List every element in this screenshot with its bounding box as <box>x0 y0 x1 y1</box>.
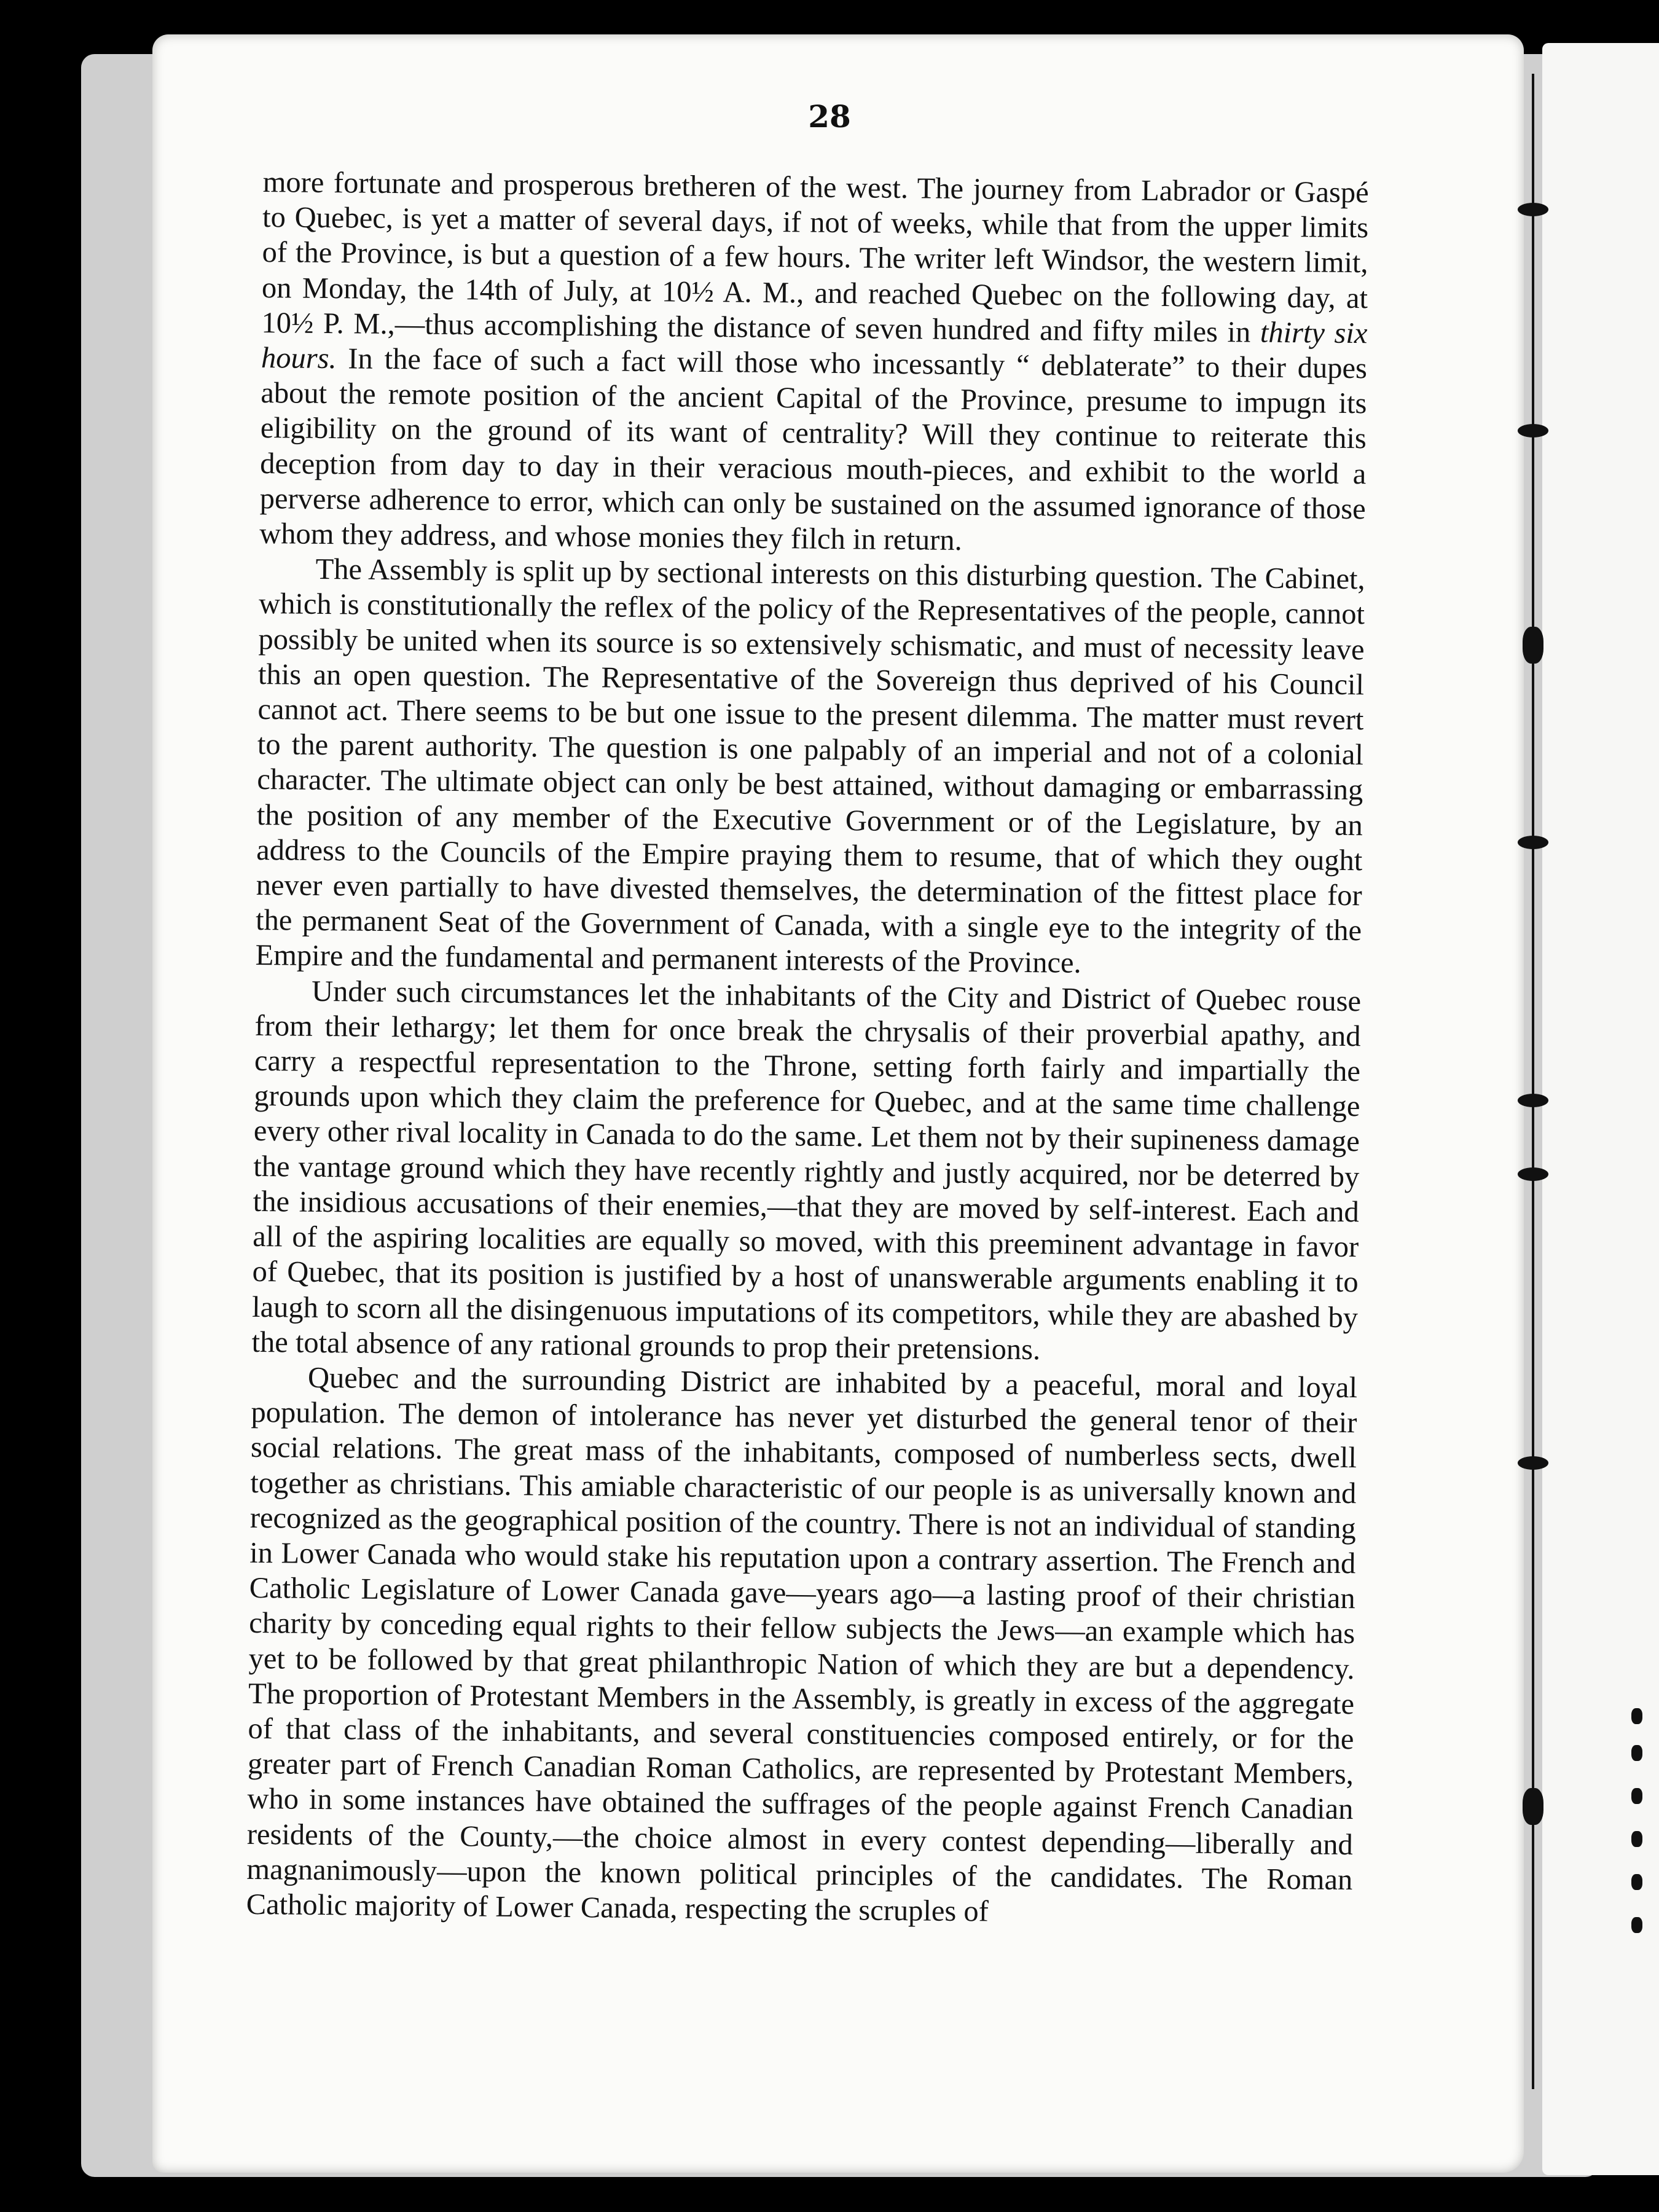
emphasis-thirty-six-hours: thirty six hours. <box>261 316 1368 375</box>
binding-stitch <box>1518 424 1548 437</box>
facing-page-ink-specks <box>1631 1708 1650 1966</box>
binding-stitch <box>1518 203 1548 216</box>
body-text <box>246 165 1369 1932</box>
paragraph-1 <box>259 165 1369 562</box>
paragraph-2: The Assembly is split up by sectional interests on this disturbing question. The Cabinet, which is constitutionally the reflex of the policy of the Representatives of the people, cannot possibly be united when its source is so extensively schismatic, and must of necessity leave this an open question. The Representative of the Sovereign thus deprived of his Council cannot act. There seems to be but one issue to the present dilemma. The matter must revert to the parent authority. The question is one palpably of an imperial and not of a colonial character. The ultimate object can only be best attained, without damaging or embarrassing the position of any member of the Executive Government or of the Legislature, by an address to the Councils of the Empire praying them to resume, that of which they ought never even partially to have divested themselves, the determination of the fittest place for the permanent Seat of the Government of Canada, with a single eye to the integrity of the Empire and the fundamental and permanent interests of the Province. <box>255 553 1365 980</box>
binding-stitch <box>1518 836 1548 849</box>
page-number: 28 <box>808 98 851 135</box>
paragraph-1-text-start: more fortunate and prosperous bretheren of the west. The journey from Labrador or Gaspé to Quebec, is yet a matter of several days, if not of weeks, while that from the upper limits of the Province, is but a question of a few hours. The writer left Windsor, the western limit, on Monday, the 14th of July, at 10½ A. M., and reached Quebec on the following day, at 10½ P. M.,—thus accomplishing the distance of seven hundred and fifty miles in <box>261 165 1369 349</box>
binding-thread <box>1532 74 1534 2089</box>
binding-stitch <box>1518 1167 1548 1181</box>
paragraph-4: Quebec and the surrounding District are inhabited by a peaceful, moral and loyal population. The demon of intolerance has never yet disturbed the general tenor of their social relations. The great mass of the inhabitants, composed of numberless sects, dwell together as christians. This amiable characteristic of our people is as universally known and recognized as the geographical position of the country. There is not an individual of standing in Lower Canada who would stake his reputation upon a contrary assertion. The French and Catholic Legislature of Lower Canada gave—years ago—a lasting proof of their christian charity by conceding equal rights to their fellow subjects the Jews—an example which has yet to be followed by that great philanthropic Nation of which they are but a dependency. The proportion of Protestant Members in the Assembly, is greatly in excess of the aggregate of that class of the inhabitants, and several constituencies composed entirely, or for the greater part of French Canadian Roman Catholics, are represented by Protestant Members, who in some instances have obtained the suffrages of the people against French Canadian residents of the County,—the choice almost in every contest depending—liberally and magnanimously—upon the known political principles of the candidates. The Roman Catholic majority of Lower Canada, respecting the scruples of <box>246 1361 1358 1928</box>
binding-stitch <box>1518 1094 1548 1107</box>
paragraph-1-text-end: In the face of such a fact will those who incessantly “ deblaterate” to their dupes about the remote position of the ancient Capital of the Province, presume to impugn its eligibility on the ground of its want of centrality? Will they continue to reiterate this deception from day to day in their veracious mouth-pieces, and exhibit to the world a perverse adherence to error, which can only be sustained on the assumed ignorance of those whom they address, and whose monies they filch in return. <box>259 342 1368 557</box>
binding-stitch <box>1523 627 1543 664</box>
binding-stitch <box>1523 1788 1543 1825</box>
paragraph-3: Under such circumstances let the inhabitants of the City and District of Quebec rouse from their lethargy; let them for once break the chrysalis of their proverbial apathy, and carry a respectful representation to the Throne, setting forth fairly and impartially the grounds upon which they claim the preference for Quebec, and at the same time challenge every other rival locality in Canada to do the same. Let them not by their supineness damage the vantage ground which they have recently rightly and justly acquired, nor be deterred by the insidious accusations of their enemies,—that they are moved by self-interest. Each and all of the aspiring localities are equally so moved, with this preeminent advantage in favor of Quebec, that its position is justified by a host of unanswerable arguments enabling it to laugh to scorn all the disingenuous imputations of its competitors, while they are abashed by the total absence of any rational grounds to prop their pretensions. <box>251 975 1362 1366</box>
binding-stitch <box>1518 1456 1548 1470</box>
